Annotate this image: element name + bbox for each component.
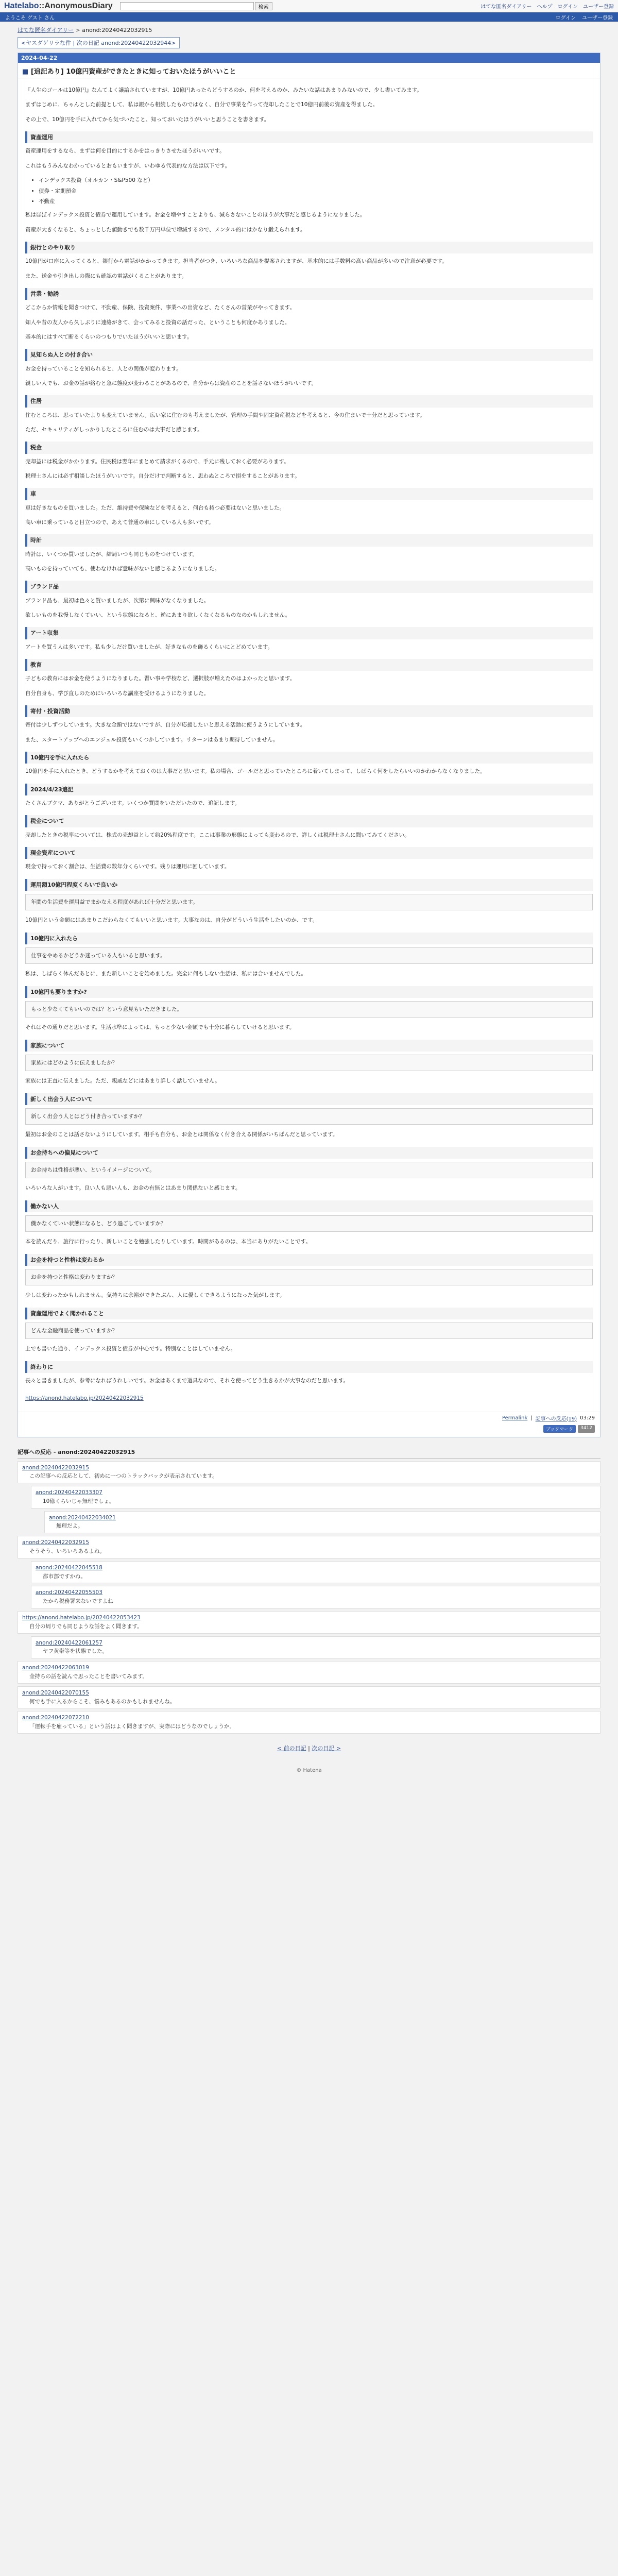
section-heading: 住居 [25, 395, 593, 407]
breadcrumb-home[interactable]: はてな匿名ダイアリー [18, 27, 74, 33]
section-paragraph: 知人や昔の友人から久しぶりに連絡がきて、会ってみると投資の話だった、ということも何度かありました。 [25, 319, 290, 326]
section-heading: 時計 [25, 534, 593, 546]
section-heading: アート収集 [25, 627, 593, 639]
section-quote: お金持ちは性格が悪い、というイメージについて。 [25, 1162, 593, 1178]
related-item-link[interactable]: https://anond.hatelabo.jp/20240422053423 [22, 1615, 141, 1621]
section-paragraph: また、スタートアップへのエンジェル投資もいくつかしています。リターンはあまり期待していません。 [25, 736, 279, 743]
section-paragraph: 時計は、いくつか買いましたが、結局いつも同じものをつけています。 [25, 551, 198, 557]
section-paragraph: 売却したときの税率については、株式の売却益として約20%程度です。ここは事業の形態によっても変わるので、詳しくは税理士さんに聞いてみてください。 [25, 832, 410, 838]
top-link-register[interactable]: ユーザー登録 [583, 4, 614, 10]
subbar-login-link[interactable]: ログイン [555, 15, 576, 21]
breadcrumb-current: anond:20240422032915 [82, 27, 152, 33]
bookmark-row [18, 1425, 600, 1437]
reactions-link[interactable]: 記事への反応(19) [535, 1416, 577, 1422]
post-time: 03:29 [580, 1415, 595, 1421]
bookmark-count-badge[interactable]: 3412 [578, 1425, 595, 1433]
related-item-link[interactable]: anond:20240422034021 [49, 1514, 116, 1521]
top-link-help[interactable]: ヘルプ [537, 4, 553, 10]
related-item [44, 1511, 600, 1534]
section-quote: 年間の生活費を運用益でまかなえる程度があれば十分だと思います。 [25, 894, 593, 910]
bookmark-badge[interactable]: ブックマーク [543, 1425, 576, 1433]
section-paragraph: ブランド品も、最初は色々と買いましたが、次第に興味がなくなりました。 [25, 597, 209, 604]
section-paragraph: 親しい人でも、お金の話が絡むと急に態度が変わることがあるので、自分からは資産のことを話さないほうがいいです。 [25, 380, 317, 386]
logo-main: Hatelabo [4, 1, 39, 10]
intro-paragraph: その上で、10億円を手に入れてから気づいたこと、知っておいたほうがいいと思うことを書きます。 [25, 116, 270, 123]
related-item-link[interactable]: anond:20240422055503 [36, 1589, 102, 1596]
section-list-item: • 不動産 [39, 197, 593, 206]
related-item [31, 1636, 600, 1659]
section-paragraph: 本を読んだり、旅行に行ったり、新しいことを勉強したりしています。時間があるのは、本当にありがたいことです。 [25, 1239, 311, 1245]
section-paragraph: また、送金や引き出しの際にも確認の電話がくることがあります。 [25, 273, 187, 279]
entry-nav [0, 37, 618, 53]
section-heading: 資産運用でよく聞かれること [25, 1308, 593, 1319]
section-paragraph: 基本的にはすべて断るくらいのつもりでいたほうがいいと思います。 [25, 334, 193, 340]
section-paragraph: 資産が大きくなると、ちょっとした値動きでも数千万円単位で増減するので、メンタル的にはかなり鍛えられます。 [25, 226, 306, 233]
section-paragraph: 家族には正直に伝えました。ただ、親戚などにはあまり詳しく話していません。 [25, 1078, 220, 1084]
section-paragraph: 10億円が口座に入ってくると、銀行から電話がかかってきます。担当者がつき、いろいろな商品を提案されますが、基本的には手数料の高い商品が多いので注意が必要です。 [25, 258, 448, 265]
related-item-summary: 10億くらいじゃ無理でしょ。 [43, 1498, 115, 1504]
section-heading: 車 [25, 488, 593, 500]
prev-entry-link[interactable]: <ヤスダゲリラな件 [21, 40, 71, 46]
section-list-item: • 債券・定期預金 [39, 187, 593, 196]
section-paragraph: それはその通りだと思います。生活水準によっては、もっと少ない金額でも十分に暮らしていけると思います。 [25, 1024, 295, 1031]
breadcrumb [0, 22, 618, 37]
section-quote: 働かなくていい状態になると、どう過ごしていますか？ [25, 1215, 593, 1232]
top-links [480, 2, 614, 10]
related-item-link[interactable]: anond:20240422033307 [36, 1489, 102, 1496]
section-heading: 寄付・投資活動 [25, 705, 593, 717]
section-list-item: • インデックス投資（オルカン・S&P500 など） [39, 176, 593, 185]
related-item-summary: この記事への反応として、初めに一つのトラックバックが表示されています。 [29, 1473, 218, 1480]
section-paragraph: どこからか情報を聞きつけて、不動産、保険、投資案件、事業への出資など、たくさんの営業がやってきます。 [25, 304, 295, 311]
section-paragraph: 子どもの教育にはお金を使うようになりました。習い事や学校など、選択肢が増えたのはよかったと思います。 [25, 675, 296, 682]
related-item-link[interactable]: anond:20240422032915 [22, 1464, 89, 1471]
section-paragraph: アートを買う人は多いです。私も少しだけ買いましたが、好きなものを飾るくらいにとどめています。 [25, 643, 273, 650]
related-item-link[interactable]: anond:20240422063019 [22, 1665, 89, 1671]
article [18, 53, 600, 1437]
pager [0, 1744, 618, 1752]
related-item-summary: 自分の周りでも同じような話をよく聞きます。 [29, 1623, 143, 1630]
section-paragraph: 10億円という金額にはあまりこだわらなくてもいいと思います。大事なのは、自分がどういう生活をしたいのか、です。 [25, 917, 318, 924]
permalink-url[interactable]: https://anond.hatelabo.jp/20240422032915 [25, 1395, 144, 1402]
related-section [18, 1446, 600, 1734]
related-item [18, 1461, 600, 1484]
section-heading: 10億円に入れたら [25, 933, 593, 944]
section-heading: 現金資産について [25, 847, 593, 859]
pager-prev[interactable]: < 前の日記 [277, 1745, 306, 1752]
section-heading: 家族について [25, 1040, 593, 1052]
related-item-summary: 都市部ですかね。 [43, 1573, 86, 1580]
top-bar [0, 0, 618, 12]
section-heading: 資産運用 [25, 131, 593, 143]
related-item [31, 1486, 600, 1509]
top-link-login[interactable]: ログイン [557, 4, 578, 10]
section-paragraph: ただ、セキュリティがしっかりしたところに住むのは大事だと感じます。 [25, 427, 203, 433]
related-item-link[interactable]: anond:20240422070155 [22, 1689, 89, 1696]
article-title: [追記あり] 10億円資産ができたときに知っておいたほうがいいこと [30, 68, 236, 76]
entry-nav-links[interactable]: <ヤスダゲリラな件 | 次の日記 anond:20240422032944> [18, 37, 180, 48]
section-paragraph: 私は、しばらく休んだあとに、また新しいことを始めました。完全に何もしない生活は、私には合いませんでした。 [25, 971, 306, 977]
section-paragraph: 私はほぼインデックス投資と債券で運用しています。お金を増やすことよりも、減らさないことのほうが大事だと感じるようになりました。 [25, 212, 366, 218]
welcome-text: ようこそ ゲスト さん [5, 15, 55, 21]
section-heading: 運用額10億円程度くらいで良いか [25, 879, 593, 891]
article-body [18, 78, 600, 1412]
section-paragraph: 現金で持っておく割合は、生活費の数年分くらいです。残りは運用に回しています。 [25, 863, 230, 870]
section-quote: 家族にはどのように伝えましたか？ [25, 1055, 593, 1071]
section-heading: お金持ちへの偏見について [25, 1147, 593, 1159]
subbar-register-link[interactable]: ユーザー登録 [582, 15, 613, 21]
section-paragraph: 最初はお金のことは話さないようにしています。相手も自分も、お金とは関係なく付き合える関係がいちばんだと思っています。 [25, 1131, 338, 1138]
related-title: 記事への反応 - anond:20240422032915 [18, 1446, 600, 1459]
section-heading: 税金 [25, 442, 593, 453]
article-date: 2024-04-22 [18, 53, 600, 63]
section-heading: ブランド品 [25, 581, 593, 592]
section-paragraph: いろいろな人がいます。良い人も悪い人も、お金の有無とはあまり関係ないと感じます。 [25, 1185, 241, 1192]
article-footer: Permalink | 記事への反応(19) 03:29 [18, 1412, 600, 1425]
section-heading: 10億円も要りますか? [25, 986, 593, 998]
related-item [18, 1536, 600, 1558]
section-paragraph: 長々と書きましたが、参考になればうれしいです。お金はあくまで道具なので、それを使ってどう生きるかが大事なのだと思います。 [25, 1377, 349, 1384]
section-heading: 働かない人 [25, 1200, 593, 1212]
section-heading: 終わりに [25, 1361, 593, 1373]
related-item [18, 1711, 600, 1734]
section-paragraph: 売却益には税金がかかります。住民税は翌年にまとめて請求がくるので、手元に残しておく必要があります。 [25, 458, 289, 465]
section-quote: 仕事をやめるかどうか迷っている人もいると思います。 [25, 947, 593, 964]
section-paragraph: 高いものを持っていても、使わなければ意味がないと感じるようになりました。 [25, 566, 220, 572]
section-paragraph: お金を持っていることを知られると、人との関係が変わります。 [25, 365, 182, 372]
next-entry-link[interactable]: 次の日記 anond:20240422032944> [76, 40, 176, 46]
section-heading: 銀行とのやり取り [25, 242, 593, 253]
related-item-summary: 金持ちの話を読んで思ったことを書いてみます。 [29, 1673, 148, 1680]
permalink-row [25, 1394, 593, 1403]
section-paragraph: たくさんブクマ、ありがとうございます。いくつか質問をいただいたので、追記します。 [25, 800, 241, 806]
section-paragraph: 欲しいものを我慢しなくていい、という状態になると、逆にあまり欲しくなくなるものなのかもしれません。 [25, 612, 291, 618]
top-link-diary[interactable]: はてな匿名ダイアリー [480, 4, 532, 10]
section-paragraph: 車は好きなものを買いました。ただ、維持費や保険などを考えると、何台も持つ必要はないと思いました。 [25, 504, 285, 511]
related-list [18, 1461, 600, 1734]
intro-paragraph: 『人生のゴールは10億円』なんてよく議論されていますが、10億円あったらどうするのか、何を考えるのか、みたいな話はあまりみないので、少し書いてみます。 [25, 87, 422, 93]
related-item-link[interactable]: anond:20240422032915 [22, 1539, 89, 1546]
section-heading: お金を持つと性格は変わるか [25, 1254, 593, 1266]
related-item [18, 1661, 600, 1684]
related-item-summary: 「運転手を雇っている」という話はよく聞きますが、実際にはどうなのでしょうか。 [29, 1723, 235, 1730]
related-item [18, 1686, 600, 1709]
section-heading: 見知らぬ人との付き合い [25, 349, 593, 361]
related-item-link[interactable]: anond:20240422045518 [36, 1564, 102, 1571]
section-quote: もっと少なくてもいいのでは？という意見もいただきました。 [25, 1001, 593, 1018]
section-heading: 新しく出会う人について [25, 1093, 593, 1105]
section-paragraph: 自分自身も、学び直しのためにいろいろな講座を受けるようになりました。 [25, 690, 209, 697]
related-item [31, 1586, 600, 1608]
section-paragraph: これはもうみんなわかっているとおもいますが、いわゆる代表的な方法は以下です。 [25, 162, 231, 169]
section-heading: 2024/4/23追記 [25, 784, 593, 795]
section-list [39, 176, 593, 206]
section-quote: お金を持つと性格は変わりますか？ [25, 1269, 593, 1285]
section-heading: 10億円を手に入れたら [25, 752, 593, 764]
page-footer: © Hatena [296, 1768, 322, 1774]
sub-bar [0, 12, 618, 22]
title-anchor[interactable]: ■ [22, 68, 29, 76]
breadcrumb-sep: > [74, 27, 82, 33]
site-logo[interactable] [4, 2, 113, 11]
section-quote: どんな金融商品を使っていますか？ [25, 1323, 593, 1339]
related-item-summary: 何でも手に入るからこそ、悩みもあるのかもしれませんね。 [29, 1698, 176, 1705]
section-paragraph: 少しは変わったかもしれません。気持ちに余裕ができたぶん、人に優しくできるようになった気がします。 [25, 1292, 285, 1299]
related-item-link[interactable]: anond:20240422072210 [22, 1715, 89, 1721]
intro-paragraph: まずはじめに、ちゃんとした前提として、私は親から相続したものではなく、自分で事業を作って売却したことで10億円前後の資産を得ました。 [25, 101, 378, 108]
search-input[interactable] [120, 2, 254, 10]
section-paragraph: 寄付は少しずつしています。大きな金額ではないですが、自分が応援したいと思える活動に使うようにしています。 [25, 722, 306, 728]
section-heading: 税金について [25, 815, 593, 827]
related-item [18, 1611, 600, 1634]
permalink-link[interactable]: Permalink [502, 1415, 528, 1421]
logo-sub: ::AnonymousDiary [39, 1, 113, 10]
section-paragraph: 10億円を手に入れたとき、どうするかを考えておくのは大事だと思います。私の場合、ゴールだと思っていたところに着いてしまって、しばらく何をしたらいいのかわからなくなりました。 [25, 768, 486, 775]
pager-sep: | [306, 1745, 312, 1752]
related-item-summary: たから税務署来ないですよね [43, 1598, 113, 1605]
article-sections [25, 131, 593, 1385]
related-item [31, 1561, 600, 1584]
section-heading: 教育 [25, 659, 593, 671]
article-intro [25, 86, 593, 124]
section-heading: 営業・勧誘 [25, 288, 593, 300]
section-paragraph: 資産運用をするなら、まずは何を目的にするかをはっきりさせたほうがいいです。 [25, 148, 225, 155]
section-quote: 新しく出会う人とはどう付き合っていますか？ [25, 1108, 593, 1125]
pager-next[interactable]: 次の日記 > [312, 1745, 341, 1752]
search-button[interactable]: 検索 [255, 2, 272, 10]
article-title-row [18, 63, 600, 78]
section-paragraph: 税理士さんには必ず相談したほうがいいです。自分だけで判断すると、思わぬところで損をすることがあります。 [25, 473, 300, 479]
related-item-summary: ヤフ黄帯等を状態でした。 [43, 1648, 108, 1655]
related-item-link[interactable]: anond:20240422061257 [36, 1639, 102, 1646]
section-paragraph: 上でも書いた通り、インデックス投資と債券が中心です。特別なことはしていません。 [25, 1346, 236, 1352]
related-item-summary: 無理だよ。 [56, 1523, 83, 1530]
section-paragraph: 住むところは、思っていたよりも変えていません。広い家に住むのも考えましたが、管理の手間や固定資産税などを考えると、今の住まいで十分だと思っています。 [25, 412, 425, 418]
related-item-summary: そうそう、いろいろあるよね。 [29, 1548, 105, 1555]
section-paragraph: 高い車に乗っていると目立つので、あえて普通の車にしている人も多いです。 [25, 519, 214, 526]
